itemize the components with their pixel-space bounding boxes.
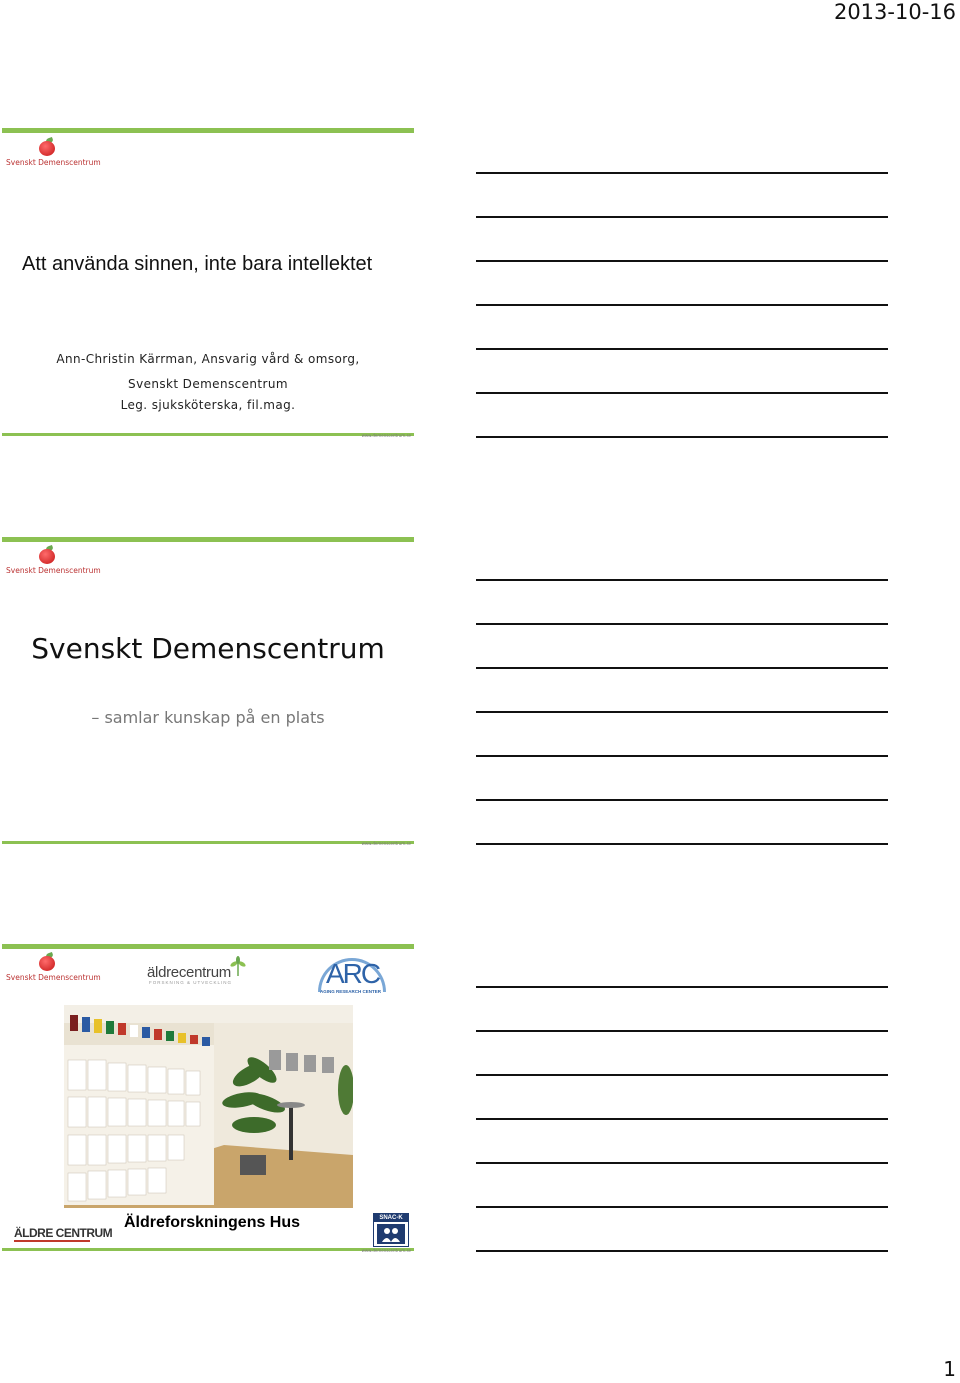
author-line-3: Leg. sjuksköterska, fil.mag. (120, 398, 296, 412)
notes-lines-2 (476, 579, 888, 887)
arc-logo-text: ARC (326, 958, 380, 989)
aldre-centrum-logo (14, 1226, 113, 1244)
svenskt-demenscentrum-logo (6, 141, 101, 169)
slide-top-bar (2, 537, 414, 542)
snac-k-logo (373, 1213, 409, 1247)
notes-lines-1 (476, 172, 888, 480)
logo-text: Svenskt Demenscentrum (6, 973, 101, 982)
aldrecentrum-logo (147, 956, 252, 988)
apple-icon (39, 141, 55, 156)
library-photo (64, 1005, 353, 1208)
slide-bottom-bar (2, 1248, 414, 1251)
svenskt-demenscentrum-logo (6, 549, 101, 577)
logo-text: Svenskt Demenscentrum (6, 566, 101, 575)
arc-logo-subtext: AGING RESEARCH CENTER (320, 989, 382, 994)
slide-3 (2, 944, 414, 1256)
slide-title: Svenskt Demenscentrum (31, 632, 385, 665)
notes-lines-3 (476, 986, 888, 1294)
aldrecentrum-logo-subtext: FORSKNING & UTVECKLING (149, 980, 233, 985)
photo-caption: Äldreforskningens Hus (124, 1214, 301, 1231)
sprig-icon (227, 956, 249, 976)
snac-k-logo-text: SNAC-K (374, 1214, 408, 1222)
slide-top-bar (2, 944, 414, 949)
slide-1 (2, 128, 414, 440)
arc-logo (314, 952, 392, 992)
aldrecentrum-logo-text: äldrecentrum (147, 964, 231, 981)
apple-icon (39, 549, 55, 564)
aldre-centrum-logo-text: ÄLDRE CENTRUM (14, 1226, 113, 1240)
svenskt-demenscentrum-logo (6, 956, 101, 984)
logo-text: Svenskt Demenscentrum (6, 158, 101, 167)
slide-url: www.demenscentrum.se (361, 1248, 411, 1253)
aldre-centrum-logo-bar (14, 1240, 90, 1242)
slide-2 (2, 537, 414, 849)
slide-bottom-bar (2, 433, 414, 436)
slide-top-bar (2, 128, 414, 133)
slide-url: www.demenscentrum.se (361, 841, 411, 846)
slide-title: Att använda sinnen, inte bara intellektet (22, 253, 373, 275)
slide-subtitle: – samlar kunskap på en plats (91, 708, 325, 727)
apple-icon (39, 956, 55, 971)
snac-k-emblem-icon (374, 1222, 408, 1246)
author-line-1: Ann-Christin Kärrman, Ansvarig vård & omsorg, (56, 352, 360, 366)
author-line-2: Svenskt Demenscentrum (128, 377, 288, 391)
page-number: 1 (943, 1357, 956, 1381)
slide-bottom-bar (2, 841, 414, 844)
print-date: 2013-10-16 (833, 0, 956, 24)
slide-url: www.demenscentrum.se (361, 433, 411, 438)
